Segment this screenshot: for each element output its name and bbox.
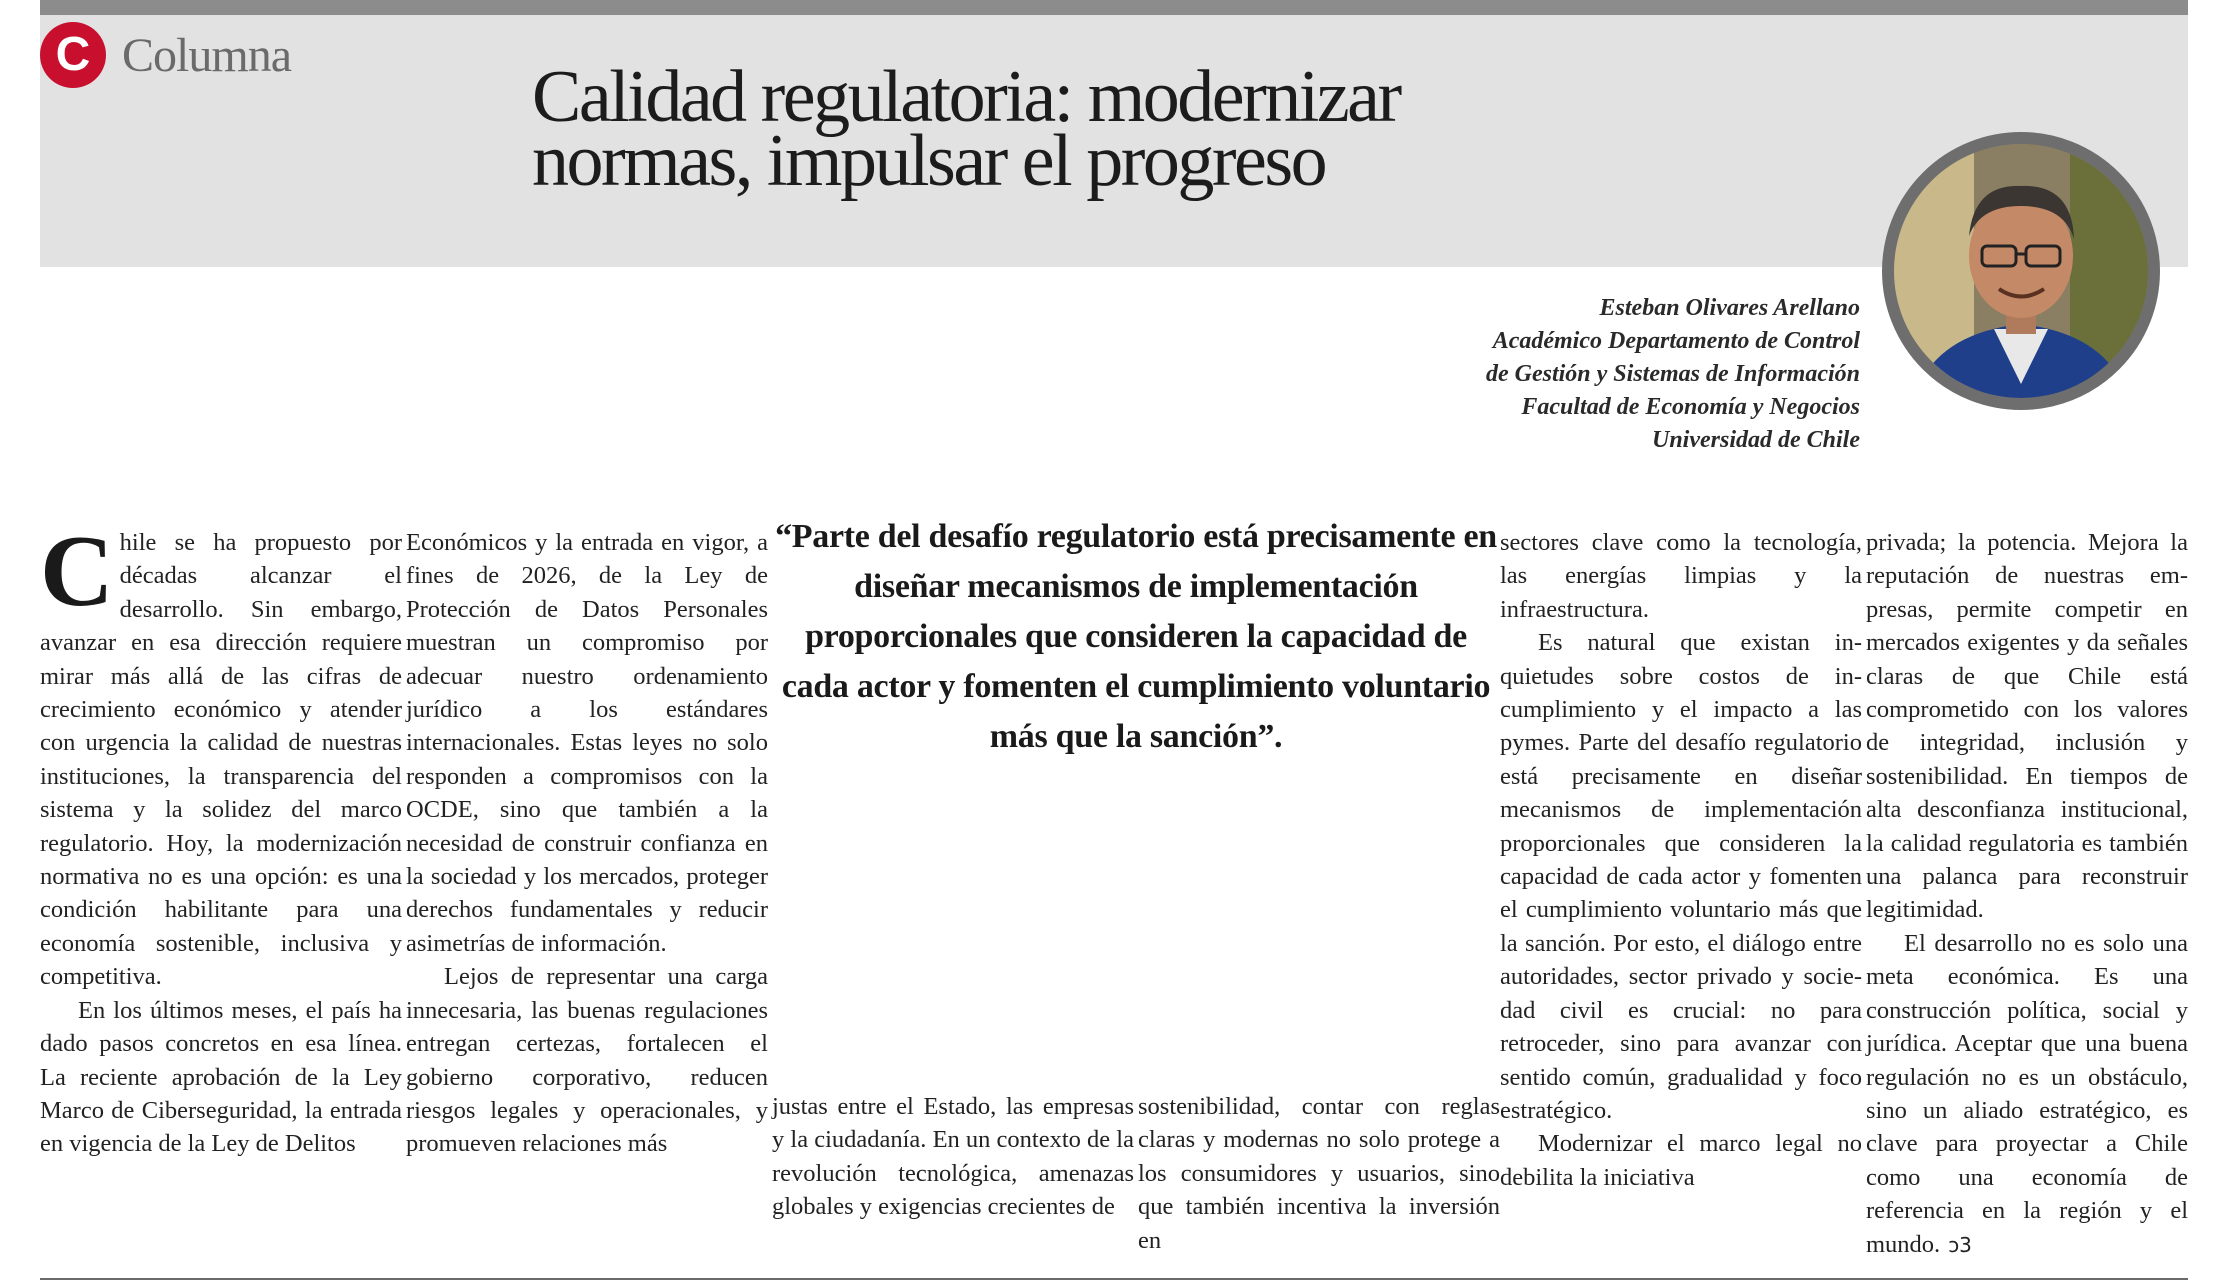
- body-paragraph: justas entre el Estado, las empresas y la ciudadanía. En un contexto de la revolución tecnológica, amenazas globales y exigencias crecientes de: [772, 1093, 1134, 1221]
- top-rule: [40, 0, 2188, 15]
- body-paragraph: Lejos de representar una carga innecesaria, las buenas regulaciones entregan certezas, fortalecen el gobierno corporativo, reducen riesgos legales y operacionales, y promueven relaciones más: [406, 963, 768, 1158]
- body-paragraph: [40, 515, 402, 994]
- section-label: Columna: [122, 29, 291, 82]
- author-byline: [1486, 292, 1860, 457]
- article-column-3: [772, 1090, 1134, 1224]
- drop-cap: C: [40, 515, 114, 628]
- body-paragraph: privada; la potencia. Mejora la reputación de nuestras empresas, permite competir en mercados exigentes y da señales claras de que Chile está comprometido con los valores de integridad, inclusión y sostenibilidad. En tiempos de alta desconfianza institucional, la calidad regulatoria es también una palanca para reconstruir legitimidad.: [1866, 529, 2188, 924]
- headline: Calidad regulatoria: modernizar normas, impulsar el progreso: [532, 56, 1400, 202]
- author-photo: [1882, 132, 2160, 410]
- pull-quote: “Parte del desafío regulatorio está precisamente en diseñar mecanismos de implementación proporcionales que consideren la capacidad de cada actor y fomenten el cumplimiento voluntario más que la sanción”.: [775, 518, 1497, 755]
- body-paragraph: [1866, 927, 2188, 1262]
- bottom-rule: [40, 1278, 2188, 1280]
- article-column-6: [1866, 526, 2188, 1262]
- author-name: Esteban Olivares Arellano: [1599, 295, 1860, 321]
- article-column-2: [406, 526, 768, 1161]
- body-paragraph: Modernizar el marco legal no debilita la iniciativa: [1500, 1130, 1862, 1191]
- author-portrait-icon: [1894, 144, 2148, 398]
- article-column-4: [1138, 1090, 1500, 1257]
- section-badge: C: [40, 22, 106, 88]
- end-mark-icon: ↄ3: [1948, 1232, 1972, 1257]
- article-column-1: [40, 515, 402, 1161]
- author-title-line: de Gestión y Sistemas de Información: [1485, 361, 1860, 387]
- author-university: Universidad de Chile: [1652, 427, 1860, 453]
- body-text: El desarrollo no es solo una meta económica. Es una construcción política, social y jurídica. Aceptar que una buena regulación no es un obstáculo, sino un aliado estratégico, es clave para proyectar a Chile como una economía de referencia en la región y el mundo.: [1866, 929, 2188, 1258]
- article-column-5: [1500, 526, 1862, 1194]
- body-paragraph: sostenibilidad, contar con reglas claras y modernas no solo protege a los consumidores y usuarios, sino que también incentiva la inversión en: [1138, 1093, 1500, 1254]
- body-text: hile se ha propuesto por décadas alcanzar el desarrollo. Sin embargo, avanzar en esa dirección requiere mirar más allá de las cifras de crecimiento económico y atender con urgencia la calidad de nuestras instituciones, la transparencia del sistema y la solidez del marco regulatorio. Hoy, la modernización normativa no es una opción: es una condición habilitante para una economía sostenible, inclusiva y competitiva.: [40, 529, 402, 991]
- body-paragraph: Económicos y la entrada en vigor, a fines de 2026, de la Ley de Protección de Datos Personales muestran un compromiso por adecuar nuestro ordenamiento jurídico a los estándares internacionales. Estas leyes no solo responden a compromisos con la OCDE, sino que también a la necesidad de construir confianza en la sociedad y los mercados, proteger derechos fundamentales y reducir asimetrías de información.: [406, 529, 768, 957]
- body-paragraph: sectores clave como la tecnología, las energías limpias y la infraestructura.: [1500, 529, 1862, 623]
- body-paragraph: Es natural que existan inquietudes sobre costos de incumplimiento y el impacto a las pymes. Parte del desafío regulatorio está precisamente en diseñar mecanismos de implementación proporcionales que consideren la capacidad de cada actor y fomenten el cumplimiento voluntario más que la sanción. Por esto, el diálogo entre autoridades, sector privado y sociedad civil es crucial: no para retroceder, sino para avanzar con sentido común, gradualidad y foco estratégico.: [1500, 629, 1862, 1124]
- author-faculty: Facultad de Economía y Negocios: [1521, 394, 1860, 420]
- author-title-line: Académico Departamento de Control: [1492, 328, 1860, 354]
- body-paragraph: En los últimos meses, el país ha dado pasos concretos en esa línea. La reciente aprobación de la Ley Marco de Ciberseguridad, la entrada en vigencia de la Ley de Delitos: [40, 996, 402, 1158]
